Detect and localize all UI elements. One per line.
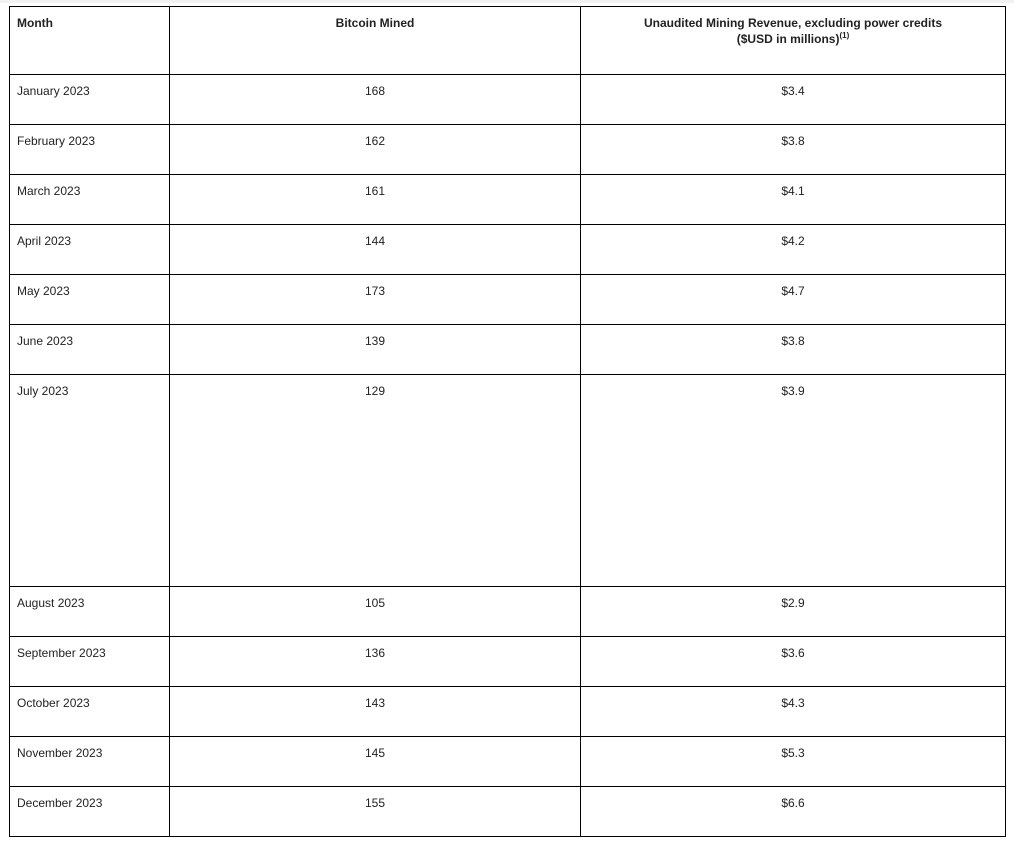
table-row <box>10 275 1006 325</box>
table-row <box>10 787 1006 837</box>
table-row <box>10 125 1006 175</box>
revenue-value: $4.3 <box>781 696 805 710</box>
header-revenue <box>581 7 1005 47</box>
revenue-cell <box>581 125 1006 175</box>
month-value: February 2023 <box>17 134 96 148</box>
top-divider <box>0 0 1014 3</box>
bitcoin-mined-value: 173 <box>364 284 386 298</box>
bitcoin-mined-value: 155 <box>364 796 386 810</box>
bitcoin-mined-value: 145 <box>364 746 386 760</box>
bitcoin-mined-value: 161 <box>364 184 386 198</box>
month-value: August 2023 <box>17 596 85 610</box>
revenue-cell <box>581 375 1006 587</box>
table-row <box>10 225 1006 275</box>
revenue-cell <box>581 325 1006 375</box>
revenue-cell <box>581 75 1006 125</box>
month-cell <box>10 325 170 375</box>
bitcoin-mined-cell <box>170 737 581 787</box>
table-row <box>10 737 1006 787</box>
bitcoin-mined-cell <box>170 687 581 737</box>
month-cell <box>10 275 170 325</box>
revenue-cell <box>581 787 1006 837</box>
revenue-value: $3.8 <box>781 334 805 348</box>
month-value: October 2023 <box>17 696 90 710</box>
month-cell <box>10 737 170 787</box>
bitcoin-mined-cell <box>170 375 581 587</box>
month-value: January 2023 <box>17 84 90 98</box>
table-row <box>10 325 1006 375</box>
revenue-cell <box>581 587 1006 637</box>
revenue-value: $4.2 <box>781 234 805 248</box>
footnote-marker: (1) <box>839 31 850 40</box>
bitcoin-mined-cell <box>170 787 581 837</box>
revenue-cell <box>581 687 1006 737</box>
revenue-value: $3.9 <box>781 384 805 398</box>
header-cell-revenue <box>581 7 1006 75</box>
revenue-value: $3.8 <box>781 134 805 148</box>
month-cell <box>10 787 170 837</box>
month-value: May 2023 <box>17 284 70 298</box>
table-row <box>10 75 1006 125</box>
table-row <box>10 175 1006 225</box>
month-cell <box>10 587 170 637</box>
header-cell-month <box>10 7 170 75</box>
month-value: September 2023 <box>17 646 106 660</box>
revenue-cell <box>581 175 1006 225</box>
month-value: December 2023 <box>17 796 103 810</box>
bitcoin-mining-table <box>9 6 1006 837</box>
bitcoin-mined-value: 136 <box>364 646 386 660</box>
bitcoin-mined-value: 162 <box>364 134 386 148</box>
header-revenue-line2: ($USD in millions) <box>736 32 840 46</box>
bitcoin-mined-value: 139 <box>364 334 386 348</box>
bitcoin-mined-cell <box>170 125 581 175</box>
bitcoin-mined-value: 129 <box>364 384 386 398</box>
table-row <box>10 375 1006 587</box>
revenue-value: $3.6 <box>781 646 805 660</box>
month-value: November 2023 <box>17 746 103 760</box>
revenue-cell <box>581 637 1006 687</box>
month-cell <box>10 75 170 125</box>
month-value: March 2023 <box>17 184 81 198</box>
month-cell <box>10 637 170 687</box>
bitcoin-mined-cell <box>170 175 581 225</box>
month-cell <box>10 125 170 175</box>
revenue-value: $2.9 <box>781 596 805 610</box>
revenue-cell <box>581 737 1006 787</box>
table-header-row <box>10 7 1006 75</box>
bitcoin-mined-cell <box>170 325 581 375</box>
revenue-cell <box>581 225 1006 275</box>
month-cell <box>10 687 170 737</box>
month-cell <box>10 225 170 275</box>
bitcoin-mined-cell <box>170 225 581 275</box>
revenue-value: $5.3 <box>781 746 805 760</box>
month-cell <box>10 375 170 587</box>
header-bitcoin-mined: Bitcoin Mined <box>335 16 415 30</box>
bitcoin-mined-cell <box>170 587 581 637</box>
table-row <box>10 587 1006 637</box>
header-month: Month <box>17 16 53 30</box>
revenue-cell <box>581 275 1006 325</box>
table-row <box>10 637 1006 687</box>
bitcoin-mined-value: 168 <box>364 84 386 98</box>
month-value: June 2023 <box>17 334 74 348</box>
bitcoin-mined-value: 143 <box>364 696 386 710</box>
bitcoin-mined-cell <box>170 275 581 325</box>
header-cell-bitcoin-mined <box>170 7 581 75</box>
month-value: July 2023 <box>17 384 69 398</box>
bitcoin-mined-value: 144 <box>364 234 386 248</box>
revenue-value: $4.7 <box>781 284 805 298</box>
bitcoin-mined-cell <box>170 637 581 687</box>
bitcoin-mined-cell <box>170 75 581 125</box>
month-value: April 2023 <box>17 234 72 248</box>
table-row <box>10 687 1006 737</box>
revenue-value: $4.1 <box>781 184 805 198</box>
month-cell <box>10 175 170 225</box>
header-revenue-line1: Unaudited Mining Revenue, excluding power credits <box>643 16 943 30</box>
bitcoin-mined-value: 105 <box>364 596 386 610</box>
revenue-value: $3.4 <box>781 84 805 98</box>
revenue-value: $6.6 <box>781 796 805 810</box>
